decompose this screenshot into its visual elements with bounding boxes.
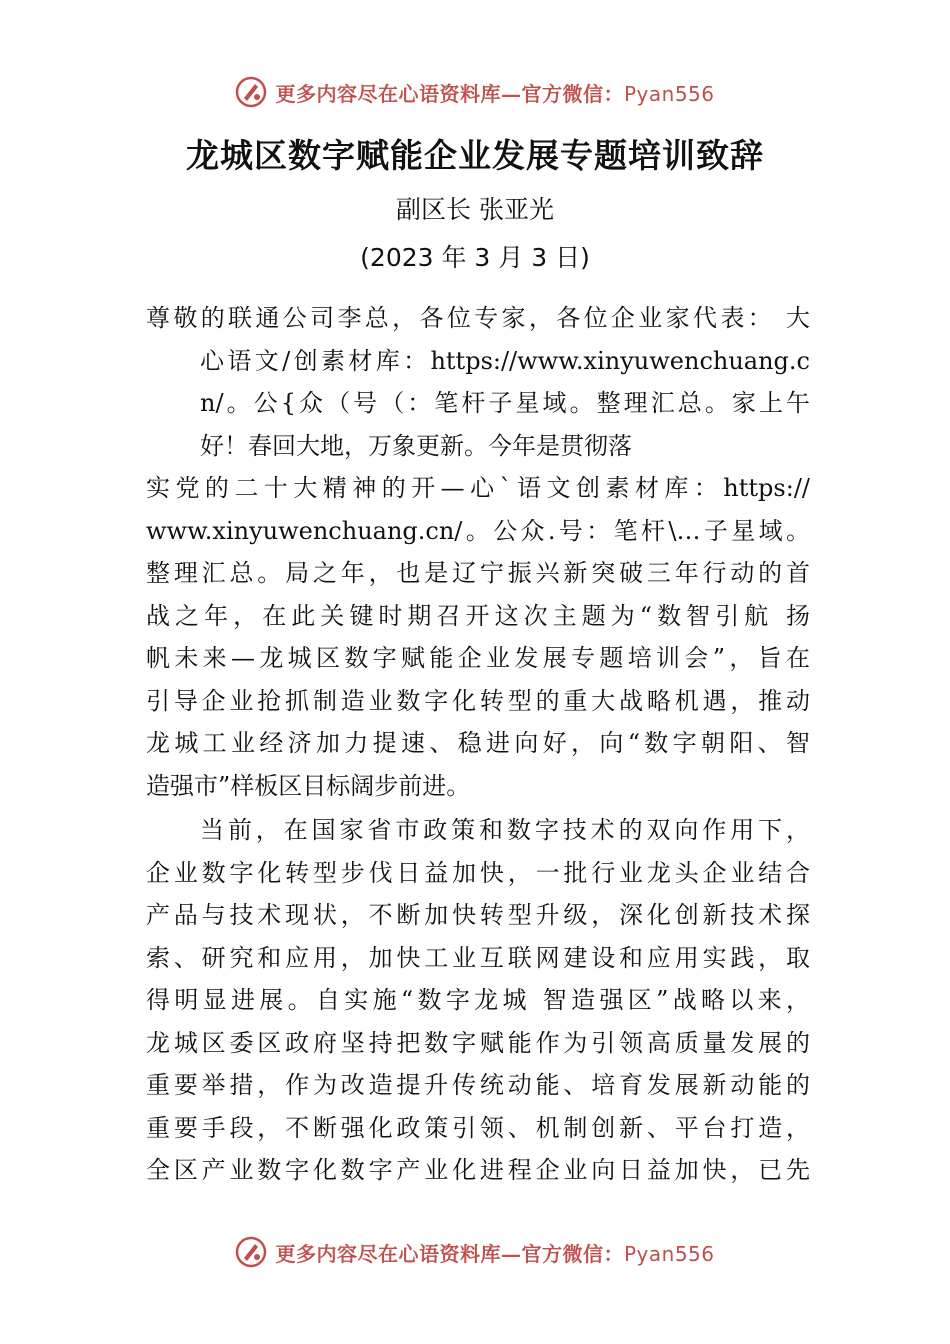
- text-line: 龙城区委区政府坚持把数字赋能作为引领高质量发展的: [146, 1028, 810, 1057]
- text-line: 尊敬的联通公司李总，各位专家，各位企业家代表： 大: [146, 304, 810, 332]
- footer-banner: [0, 1232, 950, 1272]
- text-line: 企业数字化转型步伐日益加快，一批行业龙头企业结合: [146, 858, 810, 887]
- indented-block: [146, 340, 810, 468]
- text-line: 引导企业抢抓制造业数字化转型的重大战略机遇，推动: [146, 686, 810, 715]
- brand-logo-icon: [235, 1236, 267, 1268]
- text-line: 整理汇总。局之年，也是辽宁振兴新突破三年行动的首: [146, 559, 810, 587]
- text-line: www.xinyuwenchuang.cn/。公众.号：笔杆\…子星域。: [146, 516, 810, 545]
- text-line: 重要举措，作为改造提升传统动能、培育发展新动能的: [146, 1071, 810, 1099]
- text-line: 心语文/创素材库：https://www.xinyuwenchuang.c: [200, 346, 810, 375]
- text-line: 战之年，在此关键时期召开这次主题为“数智引航 扬: [146, 601, 810, 630]
- banner-text: 更多内容尽在心语资料库—官方微信：Pyan556: [275, 81, 715, 106]
- document-title: 龙城区数字赋能企业发展专题培训致辞: [186, 136, 764, 175]
- text-line: 当前，在国家省市政策和数字技术的双向作用下，: [200, 816, 810, 844]
- text-line: 帆未来—龙城区数字赋能企业发展专题培训会”，旨在: [146, 644, 810, 672]
- text-line: 全区产业数字化数字产业化进程企业向日益加快，已先: [146, 1156, 810, 1184]
- text-line: 重要手段，不断强化政策引领、机制创新、平台打造，: [146, 1113, 810, 1142]
- paragraph-1: [146, 297, 810, 807]
- text-line: 索、研究和应用，加快工业互联网建设和应用实践，取: [146, 943, 810, 972]
- date-line: (2023 年 3 月 3 日): [360, 243, 590, 272]
- text-line: 造强市”样板区目标阔步前进。: [146, 771, 471, 800]
- text-line: n/。公{众（号（：笔杆子星域。整理汇总。家上午: [200, 389, 810, 417]
- text-line: 得明显进展。自实施“数字龙城 智造强区”战略以来，: [146, 986, 810, 1014]
- text-line: 好！春回大地，万象更新。今年是贯彻落: [200, 431, 632, 460]
- text-line: 产品与技术现状，不断加快转型升级，深化创新技术探: [146, 901, 810, 929]
- banner-text: 更多内容尽在心语资料库—官方微信：Pyan556: [275, 1241, 715, 1266]
- speaker-line: 副区长 张亚光: [396, 195, 554, 224]
- text-line: 龙城工业经济加力提速、稳进向好，向“数字朝阳、智: [146, 729, 810, 757]
- banner-wechat-id: Pyan556: [623, 1241, 715, 1266]
- paragraph-2: [146, 809, 810, 1192]
- text-line: 实党的二十大精神的开—心`语文创素材库：https://: [146, 474, 810, 502]
- header-banner: [0, 72, 950, 112]
- banner-wechat-id: Pyan556: [623, 81, 715, 106]
- brand-logo-icon: [235, 76, 267, 108]
